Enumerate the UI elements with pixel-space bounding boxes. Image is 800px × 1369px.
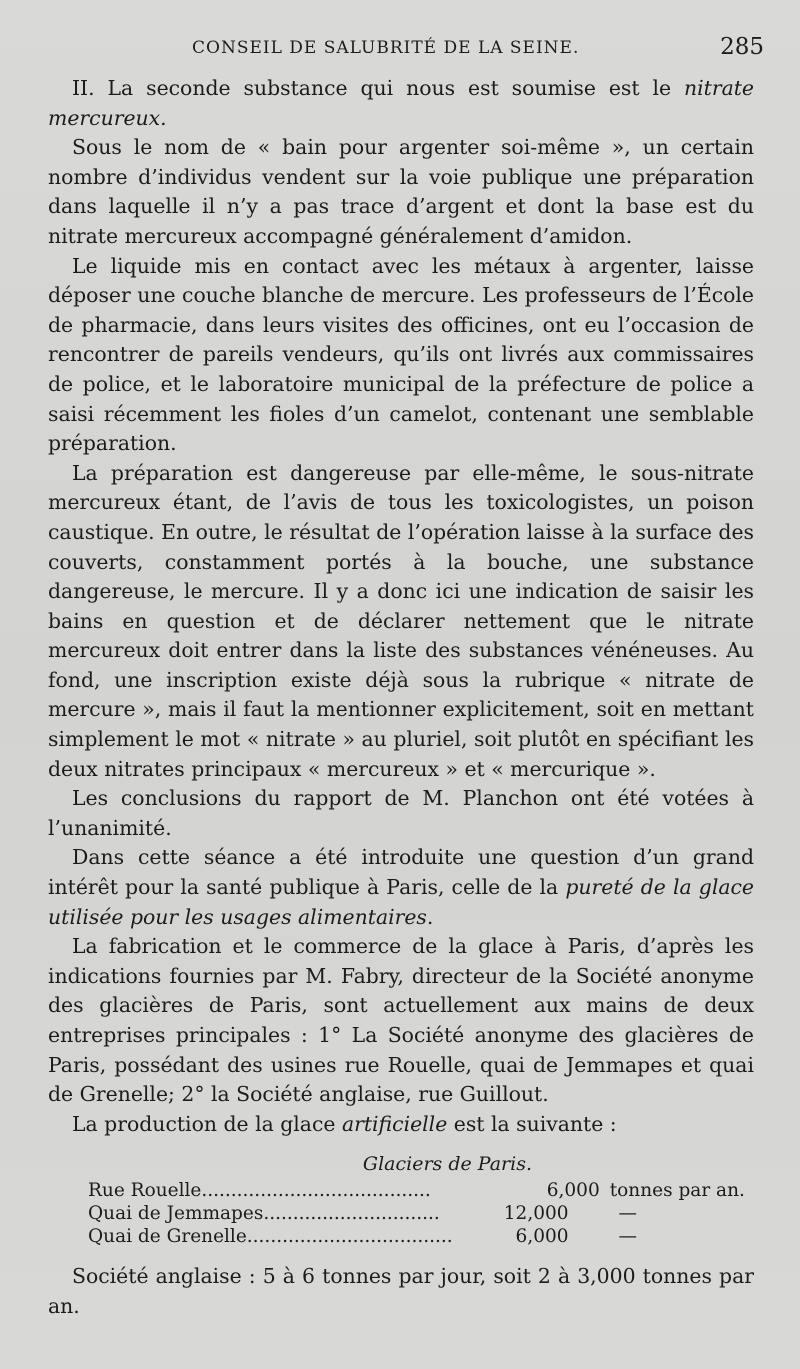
- row-unit: tonnes par an.: [609, 1180, 745, 1202]
- table-row: [48, 1179, 754, 1202]
- table-row: [48, 1225, 754, 1248]
- paragraph-text: .: [426, 904, 434, 929]
- paragraph-production: [48, 1110, 754, 1140]
- row-unit: —: [618, 1226, 638, 1248]
- paragraph-bain-argenter: Sous le nom de « bain pour argenter soi-même », un certain nombre d’individus vendent sur la voie publique une préparation dans laquelle il n’y a pas trace d’argent et dont la base est du nitrate mercureux accompagné généralement d’amidon.: [48, 135, 754, 248]
- paragraph-liquide: Le liquide mis en contact avec les métaux à argenter, laisse déposer une couche blanche de mercure. Les professeurs de l’École de pharmacie, dans leurs visites des officines, ont eu l’occasion de rencontrer de pareils vendeurs, qu’ils ont livrés aux commissaires de police, et le laboratoire municipal de la préfecture de police a saisi récemment les fioles d’un camelot, contenant une semblable préparation.: [48, 253, 754, 456]
- row-name: Quai de Jemmapes..............................: [88, 1203, 440, 1225]
- emphasis-text: pureté de la glace utilisée pour les usages alimentaires: [48, 875, 754, 929]
- paragraph-text: La production de la glace: [72, 1111, 342, 1136]
- emphasis-text: artificielle: [341, 1111, 448, 1136]
- row-name: Rue Rouelle.......................................: [88, 1180, 431, 1202]
- row-quantity: 6,000: [546, 1180, 600, 1202]
- table-row: [48, 1202, 754, 1225]
- emphasis-text: nitrate mercureux.: [48, 76, 754, 130]
- paragraph-preparation-dangereuse: La préparation est dangereuse par elle-même, le sous-nitrate mercureux étant, de l’avis de tous les toxicologistes, un poison caustique. En outre, le résultat de l’opération laisse à la surface des couverts, constamment portés à la bouche, une substance dangereuse, le mercure. Il y a donc ici une indication de saisir les bains en question et de déclarer nettement que le nitrate mercureux doit entrer dans la liste des substances vénéneuses. Au fond, une inscription existe déjà sous la rubrique « nitrate de mercure », mais il faut la mentionner explicitement, soit en mettant simplement le mot « nitrate » au pluriel, soit plutôt en spécifiant les deux nitrates principaux « mercureux » et « mercurique ».: [48, 460, 754, 781]
- running-title: CONSEIL DE SALUBRITÉ DE LA SEINE.: [192, 38, 580, 58]
- row-unit: —: [618, 1203, 638, 1225]
- row-quantity: 12,000: [503, 1203, 569, 1225]
- page-number: 285: [720, 34, 764, 60]
- paragraph-nitrate-intro: [48, 74, 754, 133]
- row-quantity: 6,000: [515, 1226, 569, 1248]
- paragraph-text: est la suivante :: [447, 1111, 617, 1136]
- glaciers-table: [48, 1149, 754, 1248]
- body-text: [48, 74, 754, 1322]
- row-name: Quai de Grenelle...................................: [88, 1226, 453, 1248]
- paragraph-text: II. La seconde substance qui nous est soumise est le: [72, 76, 684, 100]
- page-header: [0, 32, 800, 72]
- table-heading: Glaciers de Paris.: [362, 1153, 532, 1176]
- paragraph-conclusions: Les conclusions du rapport de M. Planchon ont été votées à l’unanimité.: [48, 786, 754, 840]
- paragraph-fabrication-glace: La fabrication et le commerce de la glace à Paris, d’après les indications fournies par M. Fabry, directeur de la Société anonyme des glacières de Paris, sont actuellement aux mains de deux entreprises principales : 1° La Société anonyme des glacières de Paris, possédant des usines rue Rouelle, quai de Jemmapes et quai de Grenelle; 2° la Société anglaise, rue Guillout.: [48, 934, 754, 1107]
- paragraph-societe-anglaise: Société anglaise : 5 à 6 tonnes par jour, soit 2 à 3,000 tonnes par an.: [48, 1264, 754, 1318]
- paragraph-question-glace: [48, 843, 754, 932]
- paragraph-text: Dans cette séance a été introduite une question d’un grand intérêt pour la santé publique à Paris, celle de la: [48, 845, 754, 900]
